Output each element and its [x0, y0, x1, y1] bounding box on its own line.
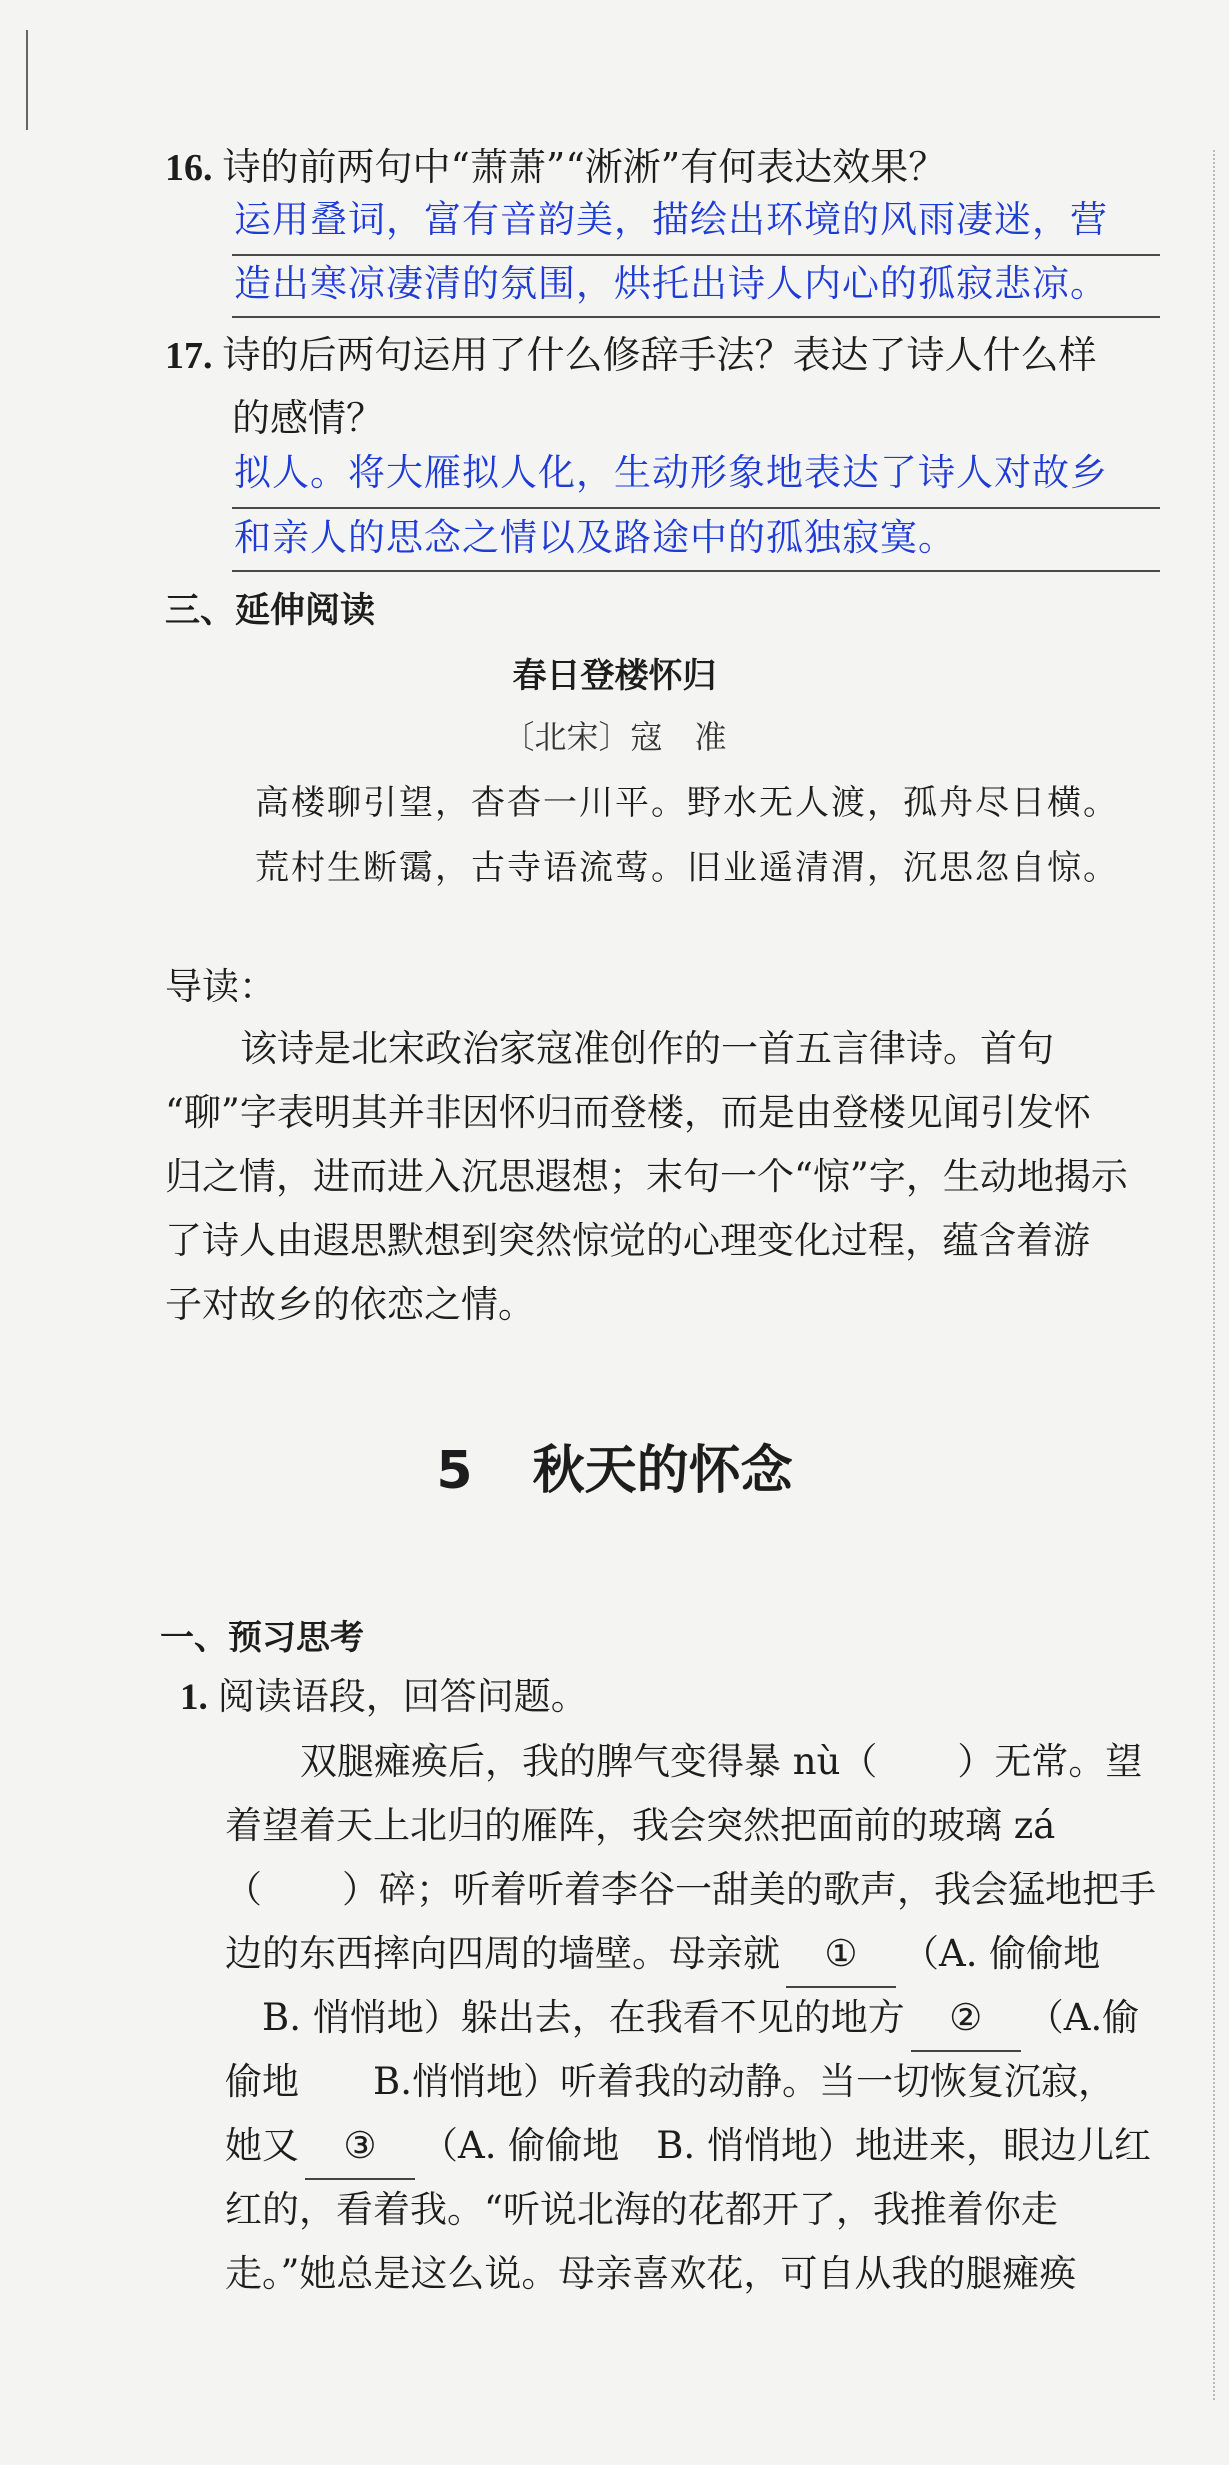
- answer-16-line-2: 造出寒凉凄清的氛围，烘托出诗人内心的孤寂悲凉。: [234, 262, 1108, 305]
- passage-line-7: [225, 2114, 1151, 2180]
- question-number: 17.: [165, 335, 213, 377]
- question-17: [165, 325, 1097, 386]
- question-number: 1.: [180, 1677, 208, 1718]
- lesson-title: [0, 1428, 1229, 1503]
- page-edge-mark: [26, 30, 28, 130]
- passage-line-4: [225, 1922, 1100, 1988]
- binding-dotted-line: [1213, 150, 1215, 2400]
- passage-text: ）无常。望: [957, 1740, 1143, 1783]
- guide-line-4: 了诗人由遐思默想到突然惊觉的心理变化过程，蕴含着游: [165, 1219, 1090, 1262]
- passage-line-9: 走。”她总是这么说。母亲喜欢花，可自从我的腿瘫痪: [225, 2252, 1077, 2295]
- guide-label: 导读：: [165, 965, 276, 1008]
- lesson-name: 秋天的怀念: [532, 1441, 793, 1501]
- passage-line-6: 偷地 B.悄悄地）听着我的动静。当一切恢复沉寂，: [225, 2060, 1115, 2103]
- guide-line-2: “聊”字表明其并非因怀归而登楼，而是由登楼见闻引发怀: [165, 1091, 1091, 1134]
- question-number: 16.: [165, 147, 213, 189]
- question-1: [180, 1665, 588, 1730]
- answer-17-line-1: 拟人。将大雁拟人化，生动形象地表达了诗人对故乡: [234, 451, 1108, 494]
- passage-text: （A. 偷偷地 B. 悄悄地）地进来，眼边儿红: [421, 2124, 1151, 2167]
- section-heading: 三、延伸阅读: [165, 591, 376, 631]
- answer-rule: [232, 570, 1160, 572]
- question-17-line-2: 的感情？: [232, 396, 385, 440]
- passage-text: ）碎；听着听着李谷一甜美的歌声，我会猛地把手: [342, 1868, 1156, 1911]
- answer-17-line-2: 和亲人的思念之情以及路途中的孤独寂寞。: [234, 516, 956, 559]
- answer-16-line-1: 运用叠词，富有音韵美，描绘出环境的风雨凄迷，营: [234, 198, 1108, 241]
- passage-text: （A.偷: [1026, 1996, 1140, 2039]
- question-text: 诗的后两句运用了什么修辞手法？表达了诗人什么样: [222, 333, 1097, 377]
- passage-text: B. 悄悄地）躲出去，在我看不见的地方: [262, 1996, 905, 2039]
- poem-title: 春日登楼怀归: [512, 656, 717, 696]
- question-text: 诗的前两句中“萧萧”“淅淅”有何表达效果？: [222, 145, 947, 189]
- guide-line-3: 归之情，进而进入沉思遐想；末句一个“惊”字，生动地揭示: [165, 1155, 1128, 1198]
- passage-text: （: [225, 1868, 262, 1911]
- passage-text: （A. 偷偷地: [902, 1932, 1101, 1975]
- answer-rule: [232, 316, 1160, 318]
- guide-line-1: 该诗是北宋政治家寇准创作的一首五言律诗。首句: [240, 1027, 1054, 1070]
- question-16: [165, 137, 946, 198]
- poem-author: 〔北宋〕寇 准: [502, 718, 727, 756]
- passage-text: 她又: [225, 2124, 299, 2167]
- guide-line-5: 子对故乡的依恋之情。: [165, 1283, 535, 1326]
- section-heading: 一、预习思考: [160, 1618, 364, 1658]
- answer-blank-2[interactable]: ②: [911, 1986, 1021, 2052]
- lesson-number: 5: [436, 1441, 473, 1501]
- passage-line-5: [262, 1986, 1139, 2052]
- poem-line-1: 高楼聊引望，杳杳一川平。野水无人渡，孤舟尽日横。: [255, 783, 1119, 823]
- passage-text: 双腿瘫痪后，我的脾气变得暴 nù（: [300, 1740, 878, 1783]
- passage-line-1: [300, 1730, 1142, 1794]
- poem-line-2: 荒村生断霭，古寺语流莺。旧业遥清渭，沉思忽自惊。: [255, 848, 1119, 888]
- answer-rule: [232, 507, 1160, 509]
- passage-line-8: 红的，看着我。“听说北海的花都开了，我推着你走: [225, 2188, 1058, 2231]
- answer-blank-1[interactable]: ①: [786, 1922, 896, 1988]
- question-text: 阅读语段，回答问题。: [217, 1675, 588, 1718]
- passage-line-3: [225, 1858, 1156, 1922]
- answer-blank-3[interactable]: ③: [305, 2114, 415, 2180]
- passage-line-2: 着望着天上北归的雁阵，我会突然把面前的玻璃 zá: [225, 1804, 1056, 1847]
- passage-text: 边的东西摔向四周的墙壁。母亲就: [225, 1932, 780, 1975]
